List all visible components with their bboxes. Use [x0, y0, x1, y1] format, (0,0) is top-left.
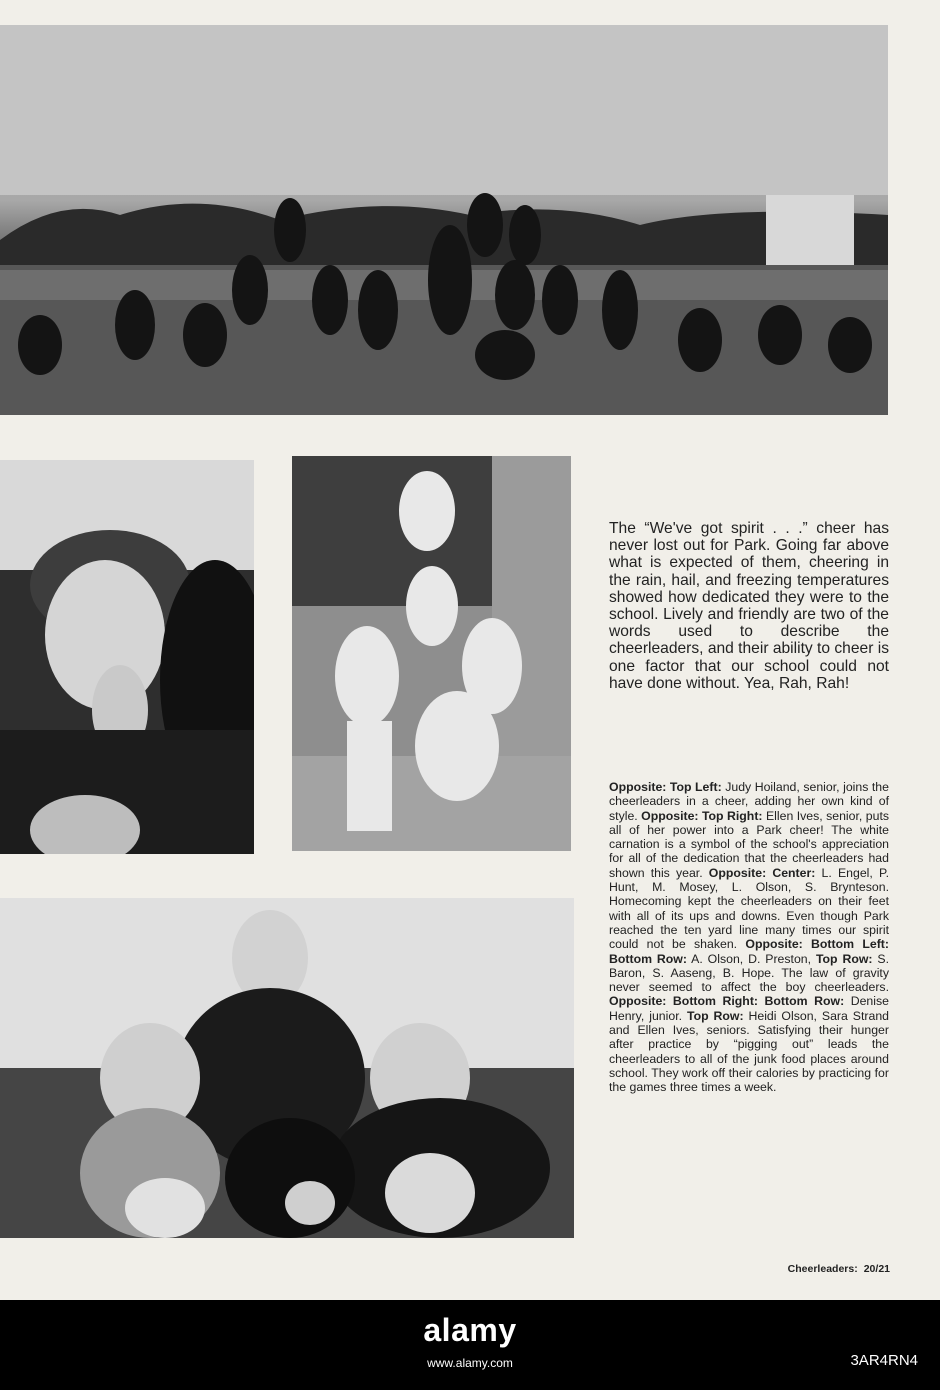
caption-heading: Top Row:: [686, 1008, 744, 1023]
caption-heading: Opposite: Top Right:: [641, 808, 763, 823]
caption-text: Denise Henry, junior.: [609, 994, 889, 1023]
caption-text: Heidi Olson, Sara Strand and Ellen Ives, seniors. Satisfying their hunger after practice by “pigging out” leads the cheerleaders to all of the junk food places around school. They work off their calories by practicing for the games three times a week.: [609, 1008, 890, 1095]
page-folio: [740, 1263, 890, 1275]
photo-cheerleaders-mascot: [0, 898, 574, 1238]
caption-text: Ellen Ives, senior, puts all of her power into a Park cheer! The white carnation is a symbol of the school's appreciation for all of the dedication that the cheerleaders had shown this year.: [609, 808, 890, 880]
folio-section: Cheerleaders:: [787, 1263, 858, 1275]
caption-heading: Opposite: Center:: [708, 865, 816, 880]
caption-heading: Opposite: Bottom Right: Bottom Row:: [609, 994, 845, 1009]
watermark-url: www.alamy.com: [427, 1356, 513, 1370]
caption-heading: Opposite: Bottom Left: Bottom Row:: [609, 937, 889, 966]
photo-caption-block: [609, 780, 889, 1095]
caption-heading: Top Row:: [815, 951, 873, 966]
watermark-brand: alamy: [423, 1312, 517, 1348]
caption-text: S. Baron, S. Aaseng, B. Hope. The law of gravity never seemed to affect the boy cheerleaders.: [609, 951, 889, 995]
caption-heading: Opposite: Top Left:: [609, 780, 722, 794]
caption-text: A. Olson, D. Preston,: [686, 951, 816, 966]
folio-page-numbers: 20/21: [863, 1263, 890, 1275]
watermark-image-id: 3AR4RN4: [850, 1352, 918, 1369]
intro-paragraph: The “We've got spirit . . .” cheer has never lost out for Park. Going far above what is expected of them, cheering in the rain, hail, and freezing temperatures showed how dedicated they were to the school. Lively and friendly are two of the words used to describe the cheerleaders, and their ability to cheer is one factor that our school could not have done without. Yea, Rah, Rah!: [609, 520, 889, 692]
caption-text: L. Engel, P. Hunt, M. Mosey, L. Olson, S. Brynteson. Homecoming kept the cheerleaders on their feet with all of its ups and downs. Even though Park reached the ten yard line many times our spirit could not be shaken.: [609, 865, 889, 952]
photo-cheerleader-closeup: [0, 460, 254, 854]
photo-boy-cheerleaders: [292, 456, 571, 851]
photo-cheer-squad-field: [0, 25, 888, 415]
caption-text: Judy Hoiland, senior, joins the cheerleaders in a cheer, adding her own kind of style.: [609, 780, 889, 823]
